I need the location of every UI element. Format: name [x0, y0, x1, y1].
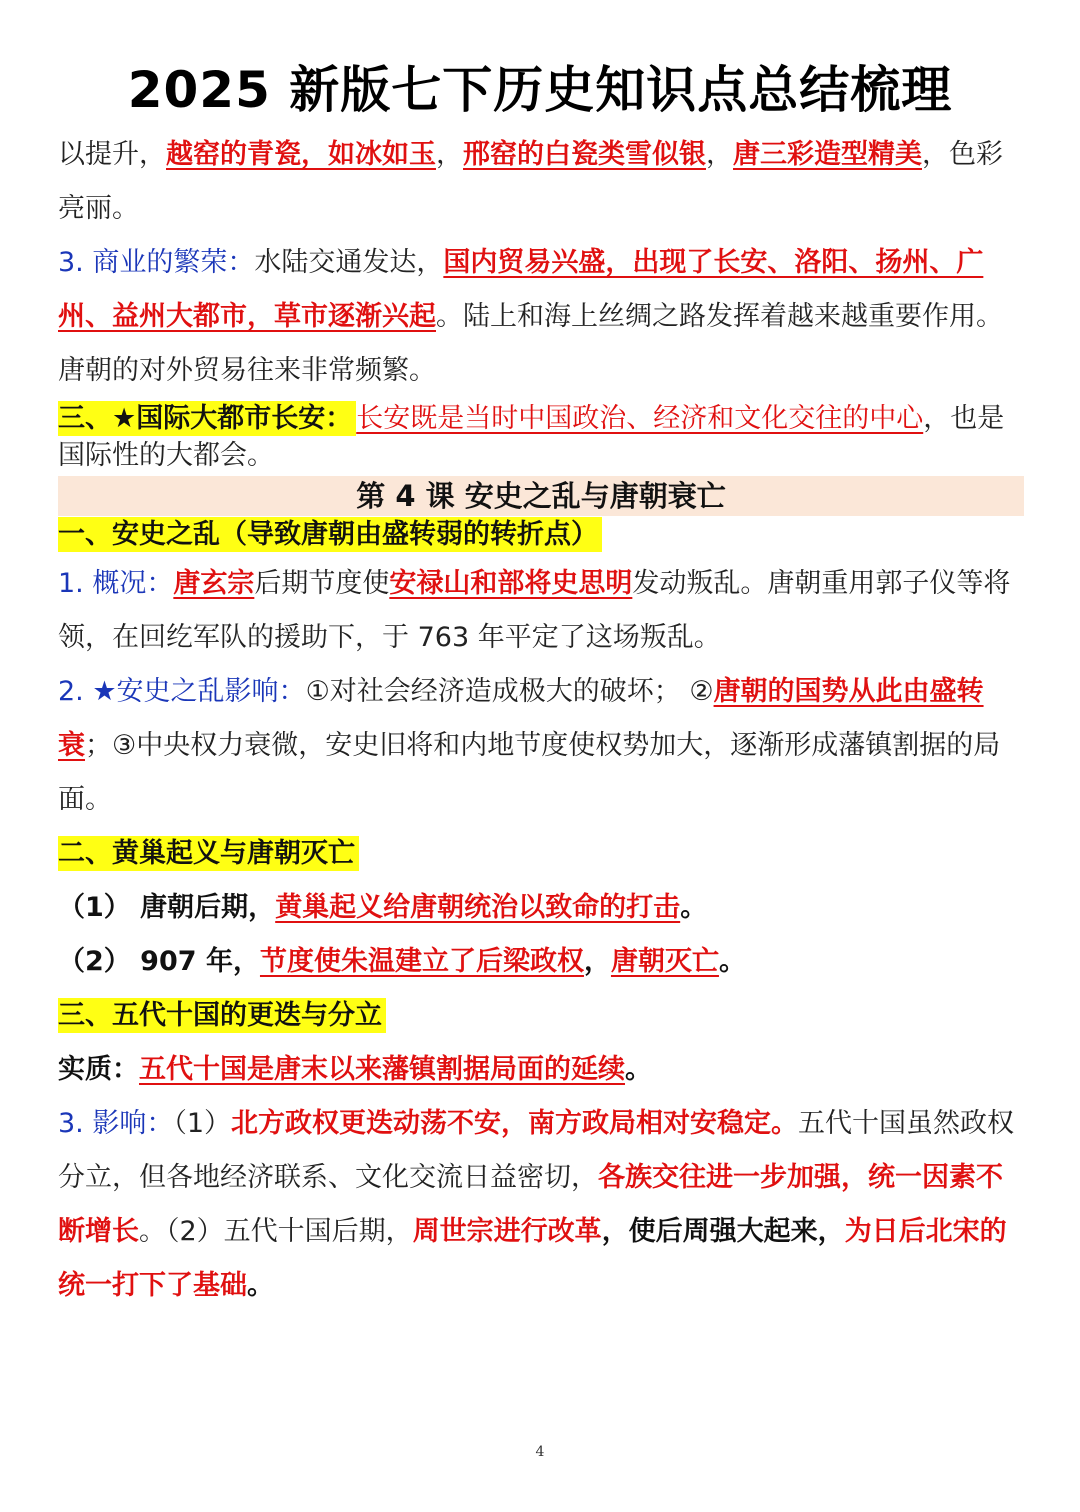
item-label: 2. ★安史之乱影响：: [58, 676, 306, 707]
key-point: 唐朝的国势从此由盛转衰: [58, 676, 984, 761]
section-heading-five-dynasties: [58, 989, 1024, 1043]
text: 发动叛乱。唐朝重用郭子仪等将领，在回纥军队的援助下，于 763 年平定了这场叛乱。: [58, 568, 1011, 653]
section-heading-huang-chao: [58, 827, 1024, 881]
paragraph-commerce: [58, 236, 1024, 398]
text: ，色彩亮丽。: [58, 139, 1003, 224]
text: 。（2）五代十国后期，: [139, 1216, 413, 1247]
text: 。: [247, 1270, 274, 1301]
line-huang-chao-2: [58, 935, 1024, 989]
key-point: 唐朝灭亡: [610, 946, 719, 977]
section-heading: 一、安史之乱（导致唐朝由盛转弱的转折点）: [58, 517, 602, 552]
text: 以提升，: [58, 139, 166, 170]
section-heading: 二、黄巢起义与唐朝灭亡: [58, 836, 359, 871]
key-point: 节度使朱温建立了后梁政权: [259, 946, 584, 977]
section-heading-an-shi: [58, 516, 1024, 553]
text: 后期节度使: [254, 568, 390, 599]
text: ，: [583, 946, 611, 977]
key-point: 各族交往进一步加强，统一因素不断增长: [58, 1162, 1003, 1247]
key-point: 周世宗进行改革: [412, 1216, 602, 1247]
text: ，也是国际性的大都会。: [58, 403, 1005, 471]
text: 五代十国虽然政权分立，但各地经济联系、文化交流日益密切，: [58, 1108, 1015, 1193]
text: （2） 907 年，: [58, 946, 260, 977]
text: 实质：: [58, 1054, 139, 1085]
document-body: [58, 128, 1024, 1313]
page-number: 4: [535, 1444, 545, 1460]
text: （1）: [173, 1108, 232, 1139]
paragraph-changan: [58, 400, 1024, 474]
page-title: 2025 新版七下历史知识点总结梳理: [127, 61, 953, 119]
paragraph-essence: [58, 1043, 1024, 1097]
key-point: 北方政权更迭动荡不安，南方政局相对安稳定。: [231, 1108, 799, 1139]
key-point: 唐玄宗: [173, 568, 255, 599]
line-huang-chao-1: [58, 881, 1024, 935]
key-point: 长安既是当时中国政治、经济和文化交往的中心: [356, 403, 924, 434]
lesson-title: 第 4 课 安史之乱与唐朝衰亡: [58, 476, 1024, 516]
item-label: 3. 商业的繁荣：: [58, 247, 255, 278]
text: 。陆上和海上丝绸之路发挥着越来越重要作用。唐朝的对外贸易往来非常频繁。: [58, 301, 1003, 386]
key-point: 唐三彩造型精美: [733, 139, 922, 170]
key-point: 黄巢起义给唐朝统治以致命的打击: [275, 892, 681, 923]
key-point: 国内贸易兴盛，出现了长安、洛阳、扬州、广州、益州大都市，草市逐渐兴起: [58, 247, 984, 332]
key-point: 安禄山和部将史思明: [389, 568, 633, 599]
key-point: 邢窑的白瓷类雪似银: [463, 139, 706, 170]
text: 。: [625, 1054, 652, 1085]
paragraph-ceramics: [58, 128, 1024, 236]
paragraph-impact: [58, 1097, 1024, 1313]
paragraph-overview: [58, 557, 1024, 665]
section-heading: 三、五代十国的更迭与分立: [58, 998, 386, 1033]
item-label: 3. 影响：: [58, 1108, 174, 1139]
text: （1） 唐朝后期，: [58, 892, 276, 923]
text: ，: [706, 139, 733, 170]
section-heading: 三、★国际大都市长安：: [58, 401, 356, 436]
text: ，: [436, 139, 463, 170]
paragraph-influence: [58, 665, 1024, 827]
key-point: 五代十国是唐末以来藩镇割据局面的延续: [139, 1054, 625, 1085]
key-point: 为日后北宋的统一打下了基础: [58, 1216, 1007, 1301]
text: 。: [718, 946, 746, 977]
text: ，使后周强大起来，: [601, 1216, 845, 1247]
text: ；③中央权力衰微，安史旧将和内地节度使权势加大，逐渐形成藩镇割据的局面。: [58, 730, 1001, 815]
text: 水陆交通发达，: [254, 247, 444, 278]
text: 。: [680, 892, 708, 923]
item-label: 1. 概况：: [58, 568, 174, 599]
text: ①对社会经济造成极大的破坏； ②: [305, 676, 714, 707]
key-point: 越窑的青瓷，如冰如玉: [166, 139, 436, 170]
